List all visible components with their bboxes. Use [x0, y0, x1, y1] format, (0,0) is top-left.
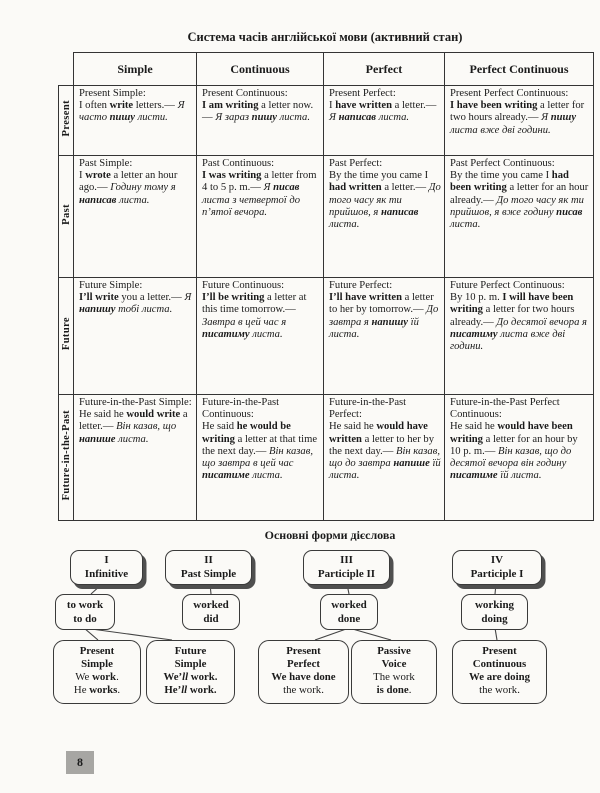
form-numeral: IV: [490, 554, 504, 566]
form-numeral: III: [340, 554, 353, 566]
usage-title: Passive Voice: [377, 645, 411, 670]
form-box-past-simple: [165, 550, 252, 585]
row-label-text: Present: [60, 99, 72, 137]
form-box-participle-ii: [303, 550, 390, 585]
example-box: worked done: [320, 594, 378, 630]
tense-cell: Past Perfect Continuous: By the time you came I had been writing a letter for an hour already.— До того часу як ти прийшов, я вже годину писав листа.: [445, 156, 594, 278]
table-row: [59, 278, 594, 395]
tense-cell: Present Perfect Continuous: I have been writing a letter for two hours already.— Я пишу листа вже дві години.: [445, 86, 594, 156]
table-row: [59, 86, 594, 156]
form-name: Past Simple: [180, 567, 237, 580]
example-box: to work to do: [55, 594, 115, 630]
row-label-future: [59, 278, 74, 395]
usage-body: The work is done.: [373, 671, 415, 696]
tense-cell: Future-in-the-Past Perfect Continuous: He said he would have been writing a letter for an hour by 10 p. m.— Він казав, що до десятої вечора він годину писатиме їй листа.: [445, 395, 594, 521]
usage-title: Present Perfect: [286, 645, 321, 670]
tense-cell: Future-in-the-Past Perfect: He said he would have written a letter to her by the next day.— Він казав, що до завтра напише їй листа.: [324, 395, 445, 521]
tense-cell: Present Perfect: I have written a letter.— Я написав листа.: [324, 86, 445, 156]
example-box: working doing: [461, 594, 528, 630]
usage-body: We work. He works.: [73, 671, 121, 696]
row-label-text: Future-in-the-Past: [60, 409, 72, 501]
page-number-badge: 8: [66, 751, 94, 774]
row-label-present: [59, 86, 74, 156]
tense-cell: Future Perfect: I’ll have written a letter to her by tomorrow.— До завтра я напишу їй листа.: [324, 278, 445, 395]
verb-forms-diagram: [0, 527, 600, 727]
form-box-participle-i: [452, 550, 542, 585]
tense-cell: Future Continuous: I’ll be writing a letter at this time tomorrow.— Завтра в цей час я писатиму листа.: [197, 278, 324, 395]
column-header-perfect: Perfect: [324, 53, 445, 86]
table-row: [59, 395, 594, 521]
usage-box: [351, 640, 437, 704]
tense-cell: Past Continuous: I was writing a letter from 4 to 5 p. m.— Я писав листа з четвертої до п’ятої вечора.: [197, 156, 324, 278]
tense-cell: Future Perfect Continuous: By 10 p. m. I will have been writing a letter for two hours already.— До десятої вечора я писатиму листа вже дві години.: [445, 278, 594, 395]
form-numeral: I: [104, 554, 109, 566]
form-name: Participle II: [317, 567, 376, 580]
form-name: Participle I: [470, 567, 524, 580]
table-title: Система часів англійської мови (активний стан): [187, 30, 463, 44]
usage-box: [258, 640, 349, 704]
column-header-perfect-continuous: Perfect Continuous: [445, 53, 594, 86]
tense-cell: Present Simple: I often write letters.— Я часто пишу листи.: [74, 86, 197, 156]
tense-cell: Future-in-the-Past Continuous: He said he would be writing a letter at that time the next day.— Він казав, що завтра в цей час писатиме листа.: [197, 395, 324, 521]
tense-cell: Past Simple: I wrote a letter an hour ago.— Годину тому я написав листа.: [74, 156, 197, 278]
row-label-text: Future: [60, 316, 72, 351]
row-label-past: [59, 156, 74, 278]
column-header-simple: Simple: [74, 53, 197, 86]
usage-box: [53, 640, 141, 704]
form-box-infinitive: [70, 550, 143, 585]
row-label-text: Past: [60, 203, 72, 225]
column-header-continuous: Continuous: [197, 53, 324, 86]
usage-box: [146, 640, 235, 704]
usage-title: Present Continuous: [472, 645, 527, 670]
table-row: [59, 156, 594, 278]
usage-body: We are doing the work.: [469, 671, 530, 696]
example-box: worked did: [182, 594, 240, 630]
usage-title: Present Simple: [79, 645, 115, 670]
row-label-future-in-the-past: [59, 395, 74, 521]
tense-cell: Present Continuous: I am writing a letter now.— Я зараз пишу листа.: [197, 86, 324, 156]
tense-table: [58, 52, 594, 521]
usage-box: [452, 640, 547, 704]
tense-cell: Past Perfect: By the time you came I had written a letter.— До того часу як ти прийшов, я написав листа.: [324, 156, 445, 278]
usage-title: Future Simple: [174, 645, 207, 670]
form-name: Infinitive: [84, 567, 129, 580]
diagram-title: Основні форми дієслова: [264, 528, 396, 542]
usage-body: We’ll work. He’ll work.: [163, 671, 218, 696]
usage-body: We have done the work.: [271, 671, 336, 696]
form-numeral: II: [204, 554, 213, 566]
corner-cell: [59, 53, 74, 86]
table-header-row: [59, 53, 594, 86]
tense-cell: Future-in-the-Past Simple: He said he would write a letter.— Він казав, що напише листа.: [74, 395, 197, 521]
tense-cell: Future Simple: I’ll write you a letter.— Я напишу тобі листа.: [74, 278, 197, 395]
